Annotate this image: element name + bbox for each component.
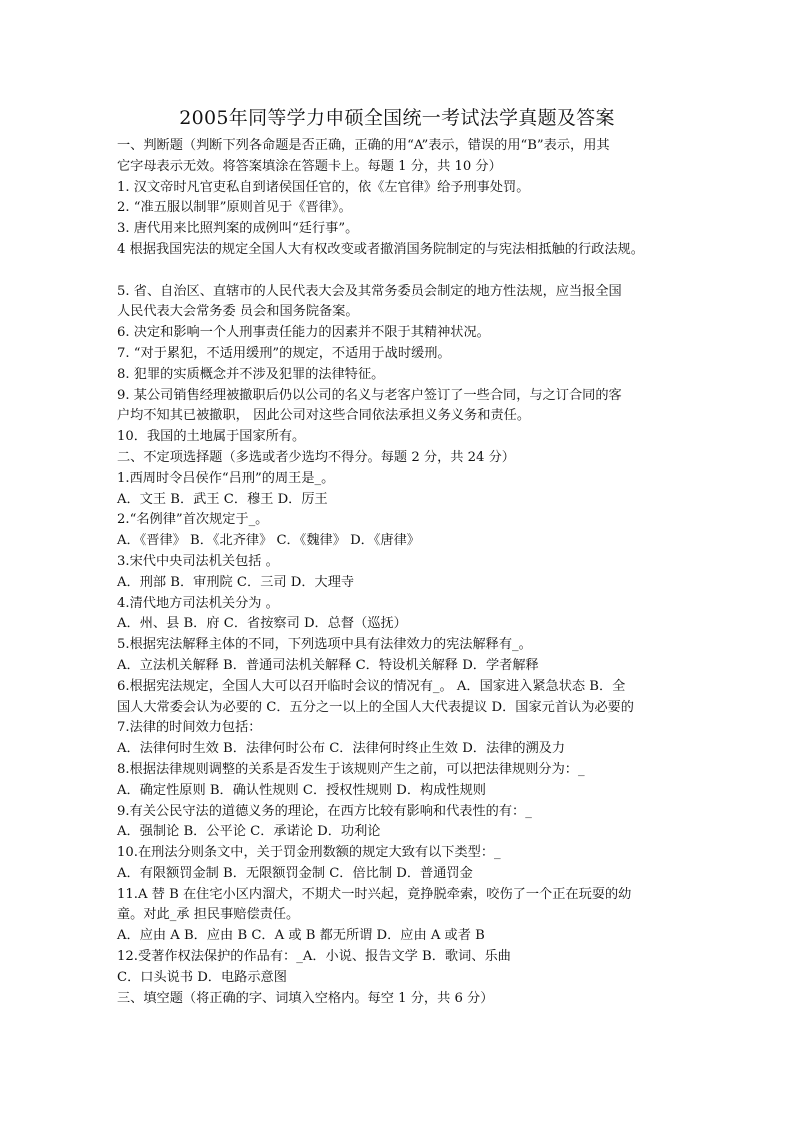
text-line: 1.西周时令吕侯作“吕刑”的周王是_。 xyxy=(117,470,335,486)
text-line: A．立法机关解释 B．普通司法机关解释 C．特设机关解释 D．学者解释 xyxy=(117,657,539,673)
text-line: 2.“名例律”首次规定于_。 xyxy=(117,512,269,528)
text-line: 一、判断题（判断下列各命题是否正确，正确的用“A”表示，错误的用“B”表示，用其 xyxy=(117,138,610,153)
text-line: 3.宋代中央司法机关包括 。 xyxy=(117,553,279,569)
text-line: 6.根据宪法规定，全国人大可以召开临时会议的情况有_。 A．国家进入紧急状态 B．全 xyxy=(117,678,626,694)
text-line: 2. “准五服以制罪”原则首见于《晋律》。 xyxy=(117,200,352,216)
text-line: C．口头说书 D．电路示意图 xyxy=(117,969,287,985)
text-line: 8.根据法律规则调整的关系是否发生于该规则产生之前，可以把法律规则分为：_ xyxy=(117,761,585,777)
text-line: A．有限额罚金制 B．无限额罚金制 C．倍比制 D．普通罚金 xyxy=(117,865,473,881)
text-line: 11.A 替 B 在住宅小区内溜犬，不期犬一时兴起，竟挣脱牵索，咬伤了一个正在玩耍的幼 xyxy=(117,886,632,902)
text-line: 5.根据宪法解释主体的不同，下列选项中具有法律效力的宪法解释有_。 xyxy=(117,637,532,653)
text-line: 三、填空题（将正确的字、词填入空格内。每空 1 分，共 6 分） xyxy=(117,990,494,1006)
text-line: 9. 某公司销售经理被撤职后仍以公司的名义与老客户签订了一些合同，与之订合同的客 xyxy=(117,387,622,403)
text-line: 1. 汉文帝时凡官吏私自到诸侯国任官的，依《左官律》给予刑事处罚。 xyxy=(117,179,530,195)
text-line: A．确定性原则 B．确认性规则 C．授权性规则 D．构成性规则 xyxy=(117,782,486,798)
text-line: A．州、县 B．府 C．省按察司 D．总督（巡抚） xyxy=(117,616,407,632)
text-line: 7. “对于累犯，不适用缓刑”的规定，不适用于战时缓刑。 xyxy=(117,345,451,361)
text-line: 3. 唐代用来比照判案的成例叫“廷行事”。 xyxy=(117,221,359,237)
text-line: 9.有关公民守法的道德义务的理论，在西方比较有影响和代表性的有：_ xyxy=(117,803,532,819)
text-line: 4 根据我国宪法的规定全国人大有权改变或者撤消国务院制定的与宪法相抵触的行政法规。 xyxy=(117,241,644,257)
text-line: 4.清代地方司法机关分为 。 xyxy=(117,595,279,611)
text-line: 12.受著作权法保护的作品有：_A．小说、报告文学 B．歌词、乐曲 xyxy=(117,949,511,965)
text-line: A．应由 A B．应由 B C．A 或 B 都无所谓 D．应由 A 或者 B xyxy=(117,928,485,944)
text-line: 5. 省、自治区、直辖市的人民代表大会及其常务委员会制定的地方性法规，应当报全国 xyxy=(117,283,622,299)
text-line: 童。对此_承 担民事赔偿责任。 xyxy=(117,907,300,923)
document-title: 2005年同等学力申硕全国统一考试法学真题及答案 xyxy=(179,107,615,129)
text-line: A．《晋律》 B．《北齐律》 C．《魏律》 D．《唐律》 xyxy=(117,533,420,549)
text-line: 6. 决定和影响一个人刑事责任能力的因素并不限于其精神状况。 xyxy=(117,325,490,341)
text-line: 10．我国的土地属于国家所有。 xyxy=(117,429,306,445)
document-body xyxy=(117,136,683,1009)
text-line: 国人大常委会认为必要的 C．五分之一以上的全国人大代表提议 D．国家元首认为必要的 xyxy=(117,699,634,715)
text-line: 二、不定项选择题（多选或者少选均不得分。每题 2 分，共 24 分） xyxy=(117,449,515,465)
text-line: 它字母表示无效。将答案填涂在答题卡上。每题 1 分，共 10 分） xyxy=(117,158,502,174)
text-line: A．强制论 B．公平论 C．承诺论 D．功利论 xyxy=(117,824,381,840)
text-line xyxy=(117,261,683,282)
text-line: A．文王 B．武王 C．穆王 D．厉王 xyxy=(117,491,328,507)
text-line: 户均不知其已被撤职， 因此公司对这些合同依法承担义务义务和责任。 xyxy=(117,408,531,424)
text-line: A．刑部 B．审刑院 C．三司 D．大理寺 xyxy=(117,574,355,590)
text-line: 8. 犯罪的实质概念并不涉及犯罪的法律特征。 xyxy=(117,366,385,382)
text-line: 7.法律的时间效力包括： xyxy=(117,720,262,736)
text-line: 10.在刑法分则条文中，关于罚金刑数额的规定大致有以下类型：_ xyxy=(117,845,501,861)
text-line: 人民代表大会常务委 员会和国务院备案。 xyxy=(117,304,359,320)
text-line: A．法律何时生效 B．法律何时公布 C．法律何时终止生效 D．法律的溯及力 xyxy=(117,741,566,757)
